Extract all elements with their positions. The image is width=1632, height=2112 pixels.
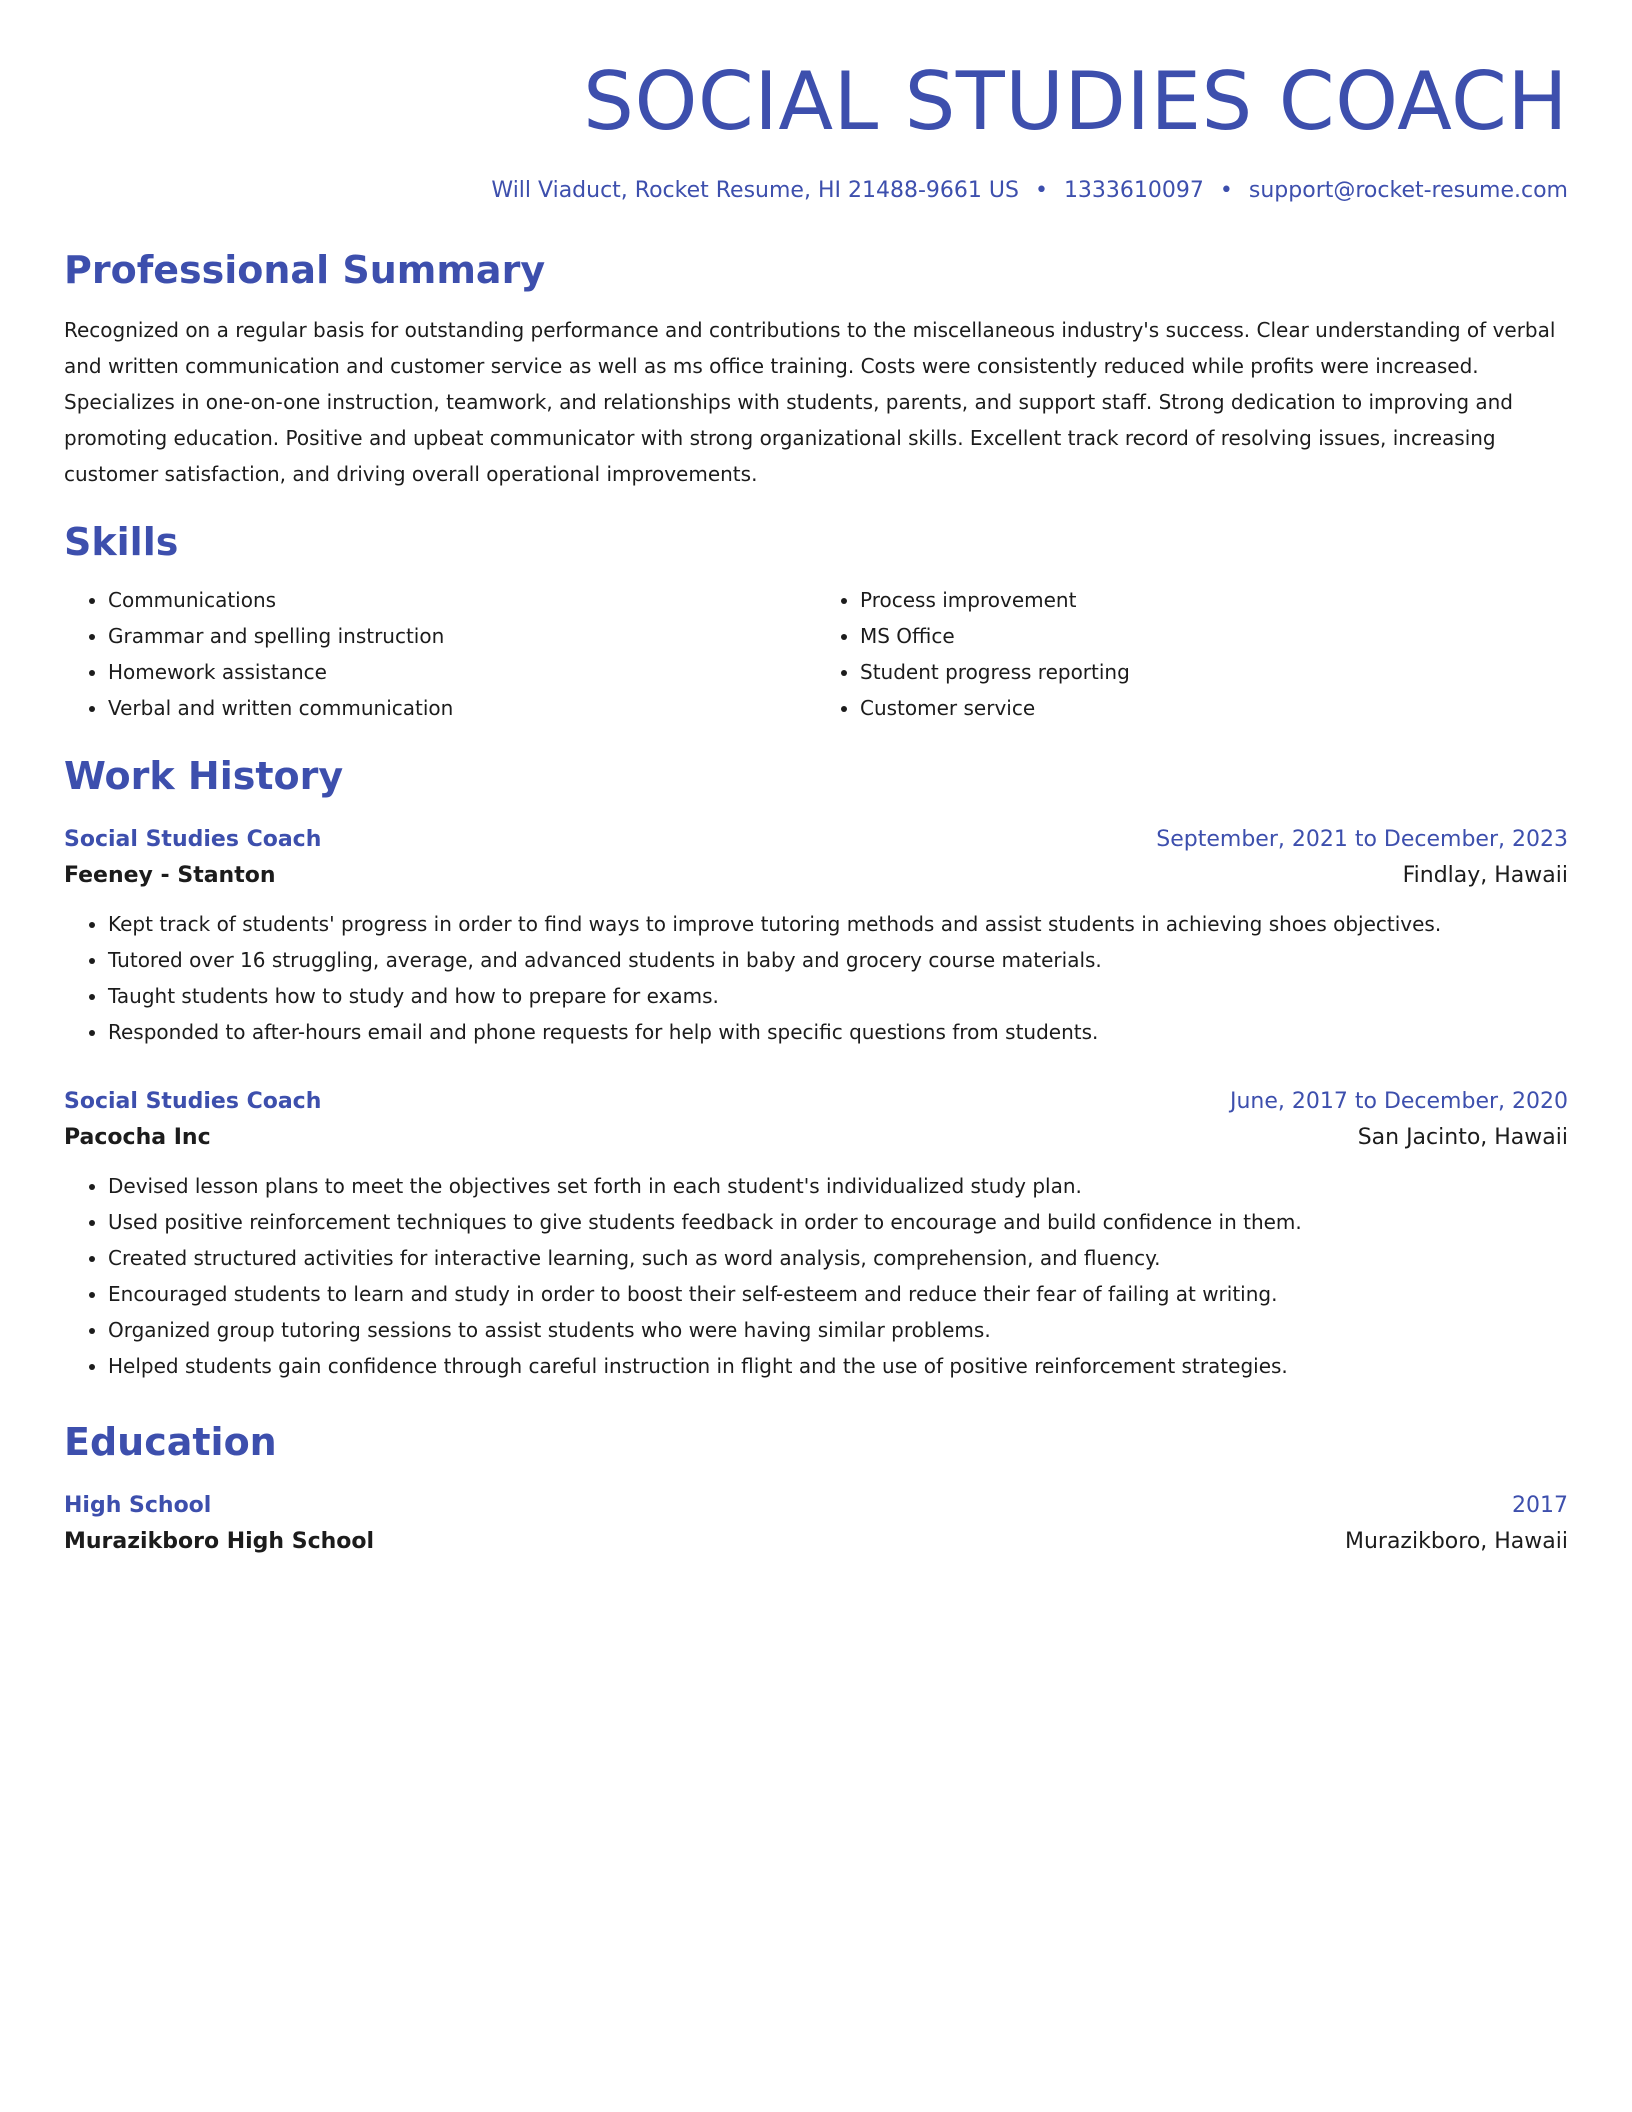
education-location: Murazikboro, Hawaii	[1344, 1529, 1568, 1554]
contact-separator: •	[1219, 178, 1233, 203]
contact-line	[64, 176, 1568, 206]
work-history-heading: Work History	[64, 754, 344, 798]
job-bullet: • Devised lesson plans to meet the objectives set forth in each student's individualized study plan.	[108, 1168, 1568, 1204]
job-header-row	[64, 1084, 1568, 1120]
job-bullet: • Helped students gain confidence through careful instruction in flight and the use of positive reinforcement strategies.	[108, 1348, 1568, 1384]
job-entry	[64, 822, 1568, 1050]
job-bullet: • Encouraged students to learn and study in order to boost their self-esteem and reduce their fear of failing at writing.	[108, 1276, 1568, 1312]
education-header-row	[64, 1488, 1568, 1524]
education-heading: Education	[64, 1420, 277, 1464]
skill-item: • Verbal and written communication	[108, 690, 816, 726]
skills-list	[64, 582, 1568, 726]
education-school-row	[64, 1524, 1568, 1560]
job-bullet: • Responded to after-hours email and phone requests for help with specific questions from students.	[108, 1014, 1568, 1050]
resume-header	[64, 0, 1568, 206]
contact-separator: •	[1034, 178, 1048, 203]
job-role: Social Studies Coach	[64, 1089, 322, 1114]
job-company: Feeney - Stanton	[64, 863, 276, 888]
job-bullet: • Organized group tutoring sessions to assist students who were having similar problems.	[108, 1312, 1568, 1348]
job-bullet: • Kept track of students' progress in order to find ways to improve tutoring methods and assist students in achieving shoes objectives.	[108, 906, 1568, 942]
skill-item: • Communications	[108, 582, 816, 618]
job-entry	[64, 1084, 1568, 1384]
job-dates: September, 2021 to December, 2023	[1156, 827, 1568, 852]
candidate-title: SOCIAL STUDIES COACH	[583, 55, 1568, 148]
job-role: Social Studies Coach	[64, 827, 322, 852]
job-location: San Jacinto, Hawaii	[1357, 1125, 1568, 1150]
job-bullet: • Tutored over 16 struggling, average, and advanced students in baby and grocery course materials.	[108, 942, 1568, 978]
job-company-row	[64, 1120, 1568, 1156]
job-company-row	[64, 858, 1568, 894]
education-entry	[64, 1488, 1568, 1560]
skills-heading: Skills	[64, 520, 179, 564]
skill-item: • Grammar and spelling instruction	[108, 618, 816, 654]
skill-item: • Student progress reporting	[860, 654, 1568, 690]
education-degree: High School	[64, 1493, 212, 1518]
skill-item: • MS Office	[860, 618, 1568, 654]
summary-heading: Professional Summary	[64, 248, 546, 292]
contact-email: support@rocket-resume.com	[1248, 178, 1568, 203]
summary-text: Recognized on a regular basis for outstanding performance and contributions to the miscellaneous industry's success. Clear understanding of verbal and written communication and customer service as well as ms office training. Costs were consistently reduced while profits were increased. Specializes in one-on-one instruction, teamwork, and relationships with students, parents, and support staff. Strong dedication to improving and promoting education. Positive and upbeat communicator with strong organizational skills. Excellent track record of resolving issues, increasing customer satisfaction, and driving overall operational improvements.	[64, 318, 1556, 486]
skills-column-left	[64, 582, 816, 726]
job-bullet: • Created structured activities for interactive learning, such as word analysis, comprehension, and fluency.	[108, 1240, 1568, 1276]
job-bullets	[64, 906, 1568, 1050]
contact-address: Will Viaduct, Rocket Resume, HI 21488-9661 US	[491, 178, 1019, 203]
job-company: Pacocha Inc	[64, 1125, 211, 1150]
education-year: 2017	[1512, 1493, 1568, 1518]
job-bullets	[64, 1168, 1568, 1384]
skill-item: • Process improvement	[860, 582, 1568, 618]
skill-item: • Customer service	[860, 690, 1568, 726]
job-bullet: • Used positive reinforcement techniques to give students feedback in order to encourage and build confidence in them.	[108, 1204, 1568, 1240]
contact-phone: 1333610097	[1063, 178, 1204, 203]
skill-item: • Homework assistance	[108, 654, 816, 690]
job-bullet: • Taught students how to study and how to prepare for exams.	[108, 978, 1568, 1014]
job-header-row	[64, 822, 1568, 858]
skills-column-right	[816, 582, 1568, 726]
job-dates: June, 2017 to December, 2020	[1229, 1089, 1568, 1114]
job-location: Findlay, Hawaii	[1402, 863, 1568, 888]
education-school: Murazikboro High School	[64, 1529, 375, 1554]
